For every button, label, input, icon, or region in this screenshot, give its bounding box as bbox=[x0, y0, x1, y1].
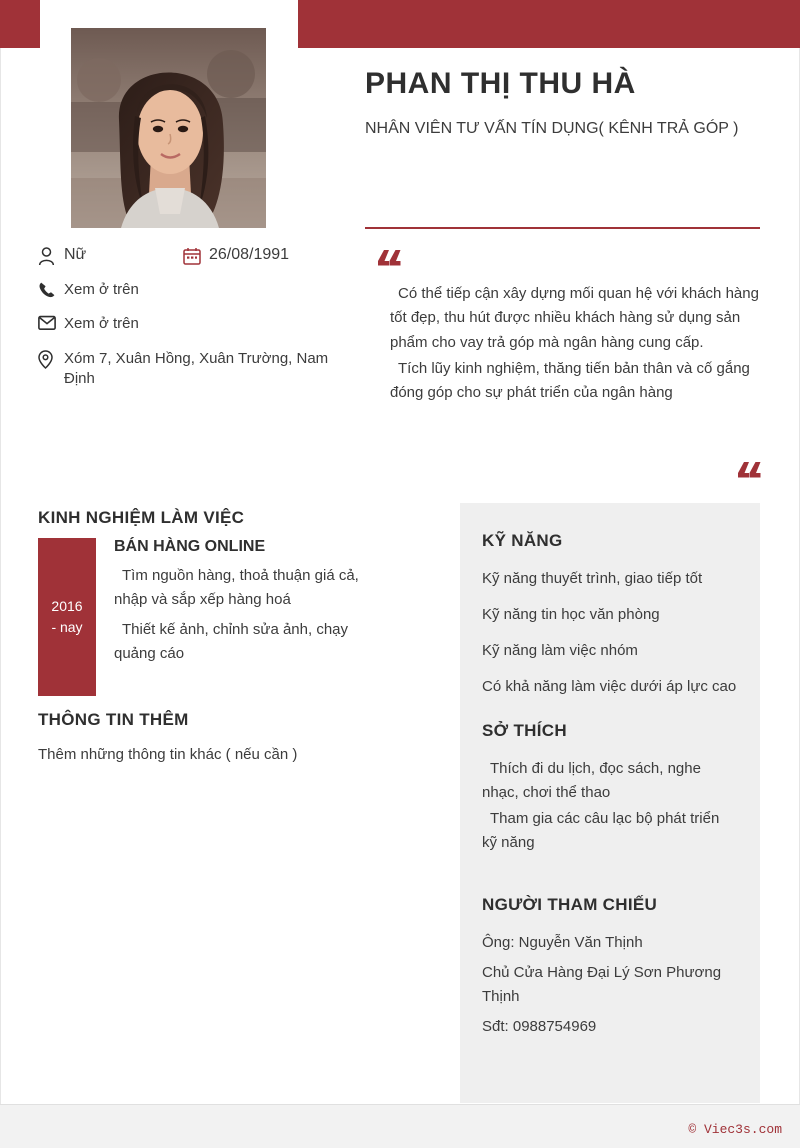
phone-icon bbox=[38, 280, 64, 299]
personal-info bbox=[38, 246, 358, 403]
email-value: Xem ở trên bbox=[64, 315, 139, 333]
skill-item: Kỹ năng làm việc nhóm bbox=[482, 642, 638, 659]
skill-item: Có khả năng làm việc dưới áp lực cao bbox=[482, 678, 737, 695]
job-title: NHÂN VIÊN TƯ VẤN TÍN DỤNG( KÊNH TRẢ GÓP ) bbox=[365, 120, 739, 137]
info-address bbox=[38, 349, 358, 390]
location-pin-icon bbox=[38, 349, 64, 369]
experience-bullet: Thiết kế ảnh, chỉnh sửa ảnh, chạy quảng cáo bbox=[114, 621, 349, 662]
section-heading-experience: KINH NGHIỆM LÀM VIỆC bbox=[38, 508, 245, 527]
side-panel bbox=[460, 503, 760, 1103]
footer-copyright: © Viec3s.com bbox=[688, 1122, 782, 1137]
experience-entry bbox=[38, 538, 368, 672]
info-birthday bbox=[183, 246, 289, 266]
interest-item: Thích đi du lịch, đọc sách, nghe nhạc, chơi thể thao bbox=[482, 760, 701, 801]
section-heading-extra: THÔNG TIN THÊM bbox=[38, 710, 189, 729]
quote-close-icon bbox=[738, 462, 764, 485]
info-row-gender-birthday bbox=[38, 246, 358, 266]
section-heading-interests: SỞ THÍCH bbox=[482, 721, 567, 740]
avatar bbox=[71, 28, 266, 228]
calendar-icon bbox=[183, 246, 209, 265]
phone-value: Xem ở trên bbox=[64, 281, 139, 298]
reference-line: Sđt: 0988754969 bbox=[482, 1018, 597, 1035]
experience-date-line-2: - nay bbox=[51, 619, 83, 635]
section-heading-skills: KỸ NĂNG bbox=[482, 531, 563, 550]
person-icon bbox=[38, 246, 64, 266]
skill-item: Kỹ năng tin học văn phòng bbox=[482, 606, 660, 623]
address-value: Xóm 7, Xuân Hồng, Xuân Trường, Nam Định bbox=[64, 349, 329, 387]
extra-info-text: Thêm những thông tin khác ( nếu cần ) bbox=[38, 746, 298, 763]
quote-open-icon bbox=[378, 250, 406, 273]
info-gender bbox=[38, 246, 183, 266]
birthday-value: 26/08/1991 bbox=[209, 246, 290, 263]
experience-job-title: BÁN HÀNG ONLINE bbox=[114, 538, 266, 555]
experience-date-badge bbox=[38, 538, 96, 696]
reference-line: Chủ Cửa Hàng Đại Lý Sơn Phương Thịnh bbox=[482, 964, 722, 1005]
skill-item: Kỹ năng thuyết trình, giao tiếp tốt bbox=[482, 570, 703, 587]
section-heading-references: NGƯỜI THAM CHIẾU bbox=[482, 895, 658, 914]
mail-icon bbox=[38, 314, 64, 331]
page-edge-left bbox=[0, 0, 1, 1148]
avatar-image bbox=[71, 28, 266, 228]
experience-bullet: Tìm nguồn hàng, thoả thuận giá cả, nhập và sắp xếp hàng hoá bbox=[114, 567, 359, 608]
interest-item: Tham gia các câu lạc bộ phát triển kỹ năng bbox=[482, 810, 720, 851]
experience-date-line-1: 2016 bbox=[51, 598, 83, 614]
summary-line-1: Có thể tiếp cận xây dựng mối quan hệ với khách hàng tốt đẹp, thu hút được nhiều khách hàng sử dụng sản phẩm cho vay trả góp mà ngân hàng cung cấp. bbox=[390, 285, 759, 351]
summary-text bbox=[390, 282, 760, 407]
info-email bbox=[38, 314, 358, 334]
info-phone bbox=[38, 280, 358, 300]
experience-body bbox=[114, 538, 368, 666]
summary-line-2: Tích lũy kinh nghiệm, thăng tiến bản thân và cố gắng đóng góp cho sự phát triển của ngân hàng bbox=[390, 359, 750, 402]
reference-line: Ông: Nguyễn Văn Thịnh bbox=[482, 934, 643, 951]
page-title: PHAN THỊ THU HÀ bbox=[365, 67, 636, 100]
gender-value: Nữ bbox=[64, 246, 87, 263]
footer-band bbox=[0, 1104, 800, 1148]
header-divider bbox=[365, 227, 760, 229]
